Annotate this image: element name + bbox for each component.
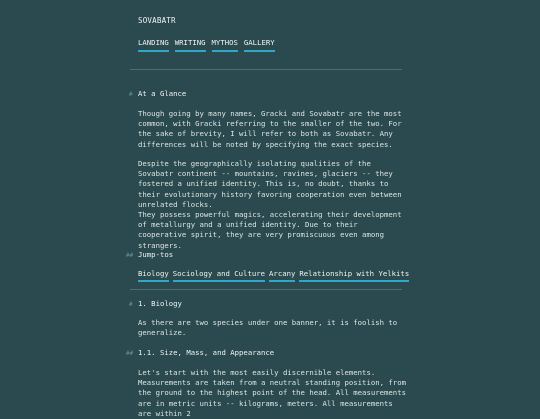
heading-anchor-marker: # [129, 301, 133, 308]
paragraph: As there are two species under one banner, it is foolish to generalize. [138, 318, 398, 338]
nav-gallery[interactable]: GALLERY [244, 38, 275, 52]
paragraph: Despite the geographically isolating qualities of the Sovabatr continent -- mountains, ravines, glaciers -- they fostered a unified identity. This is, no doubt, thanks to their evolutionary history favoring cooperation even between unrelated flocks. [138, 159, 402, 209]
jump-link-sociology[interactable]: Sociology and Culture [173, 269, 265, 282]
section-heading-size-mass-appearance: 1.1. Size, Mass, and Appearance [138, 348, 275, 357]
nav-landing[interactable]: LANDING [138, 38, 169, 52]
nav-writing[interactable]: WRITING [175, 38, 206, 52]
section-heading-at-a-glance: At a Glance [138, 89, 187, 98]
jump-link-yelkits[interactable]: Relationship with Yelkits [299, 269, 409, 282]
paragraph: They possess powerful magics, accelerating their development of metallurgy and a unified identity. Due to their cooperative spirit, they are very promiscuous even among strangers. [138, 210, 402, 250]
heading-anchor-marker: ## [126, 252, 134, 259]
divider [130, 69, 402, 70]
heading-anchor-marker: # [129, 91, 133, 98]
paragraph: Though going by many names, Gracki and Sovabatr are the most common, with Gracki referring to the smaller of the two. For the sake of brevity, I will refer to both as Sovabatr. Any differences will be noted by specifying the exact species. [138, 109, 402, 149]
nav-mythos[interactable]: MYTHOS [212, 38, 238, 52]
divider [130, 289, 402, 290]
section-heading-biology: 1. Biology [138, 299, 182, 308]
jump-link-biology[interactable]: Biology [138, 269, 169, 282]
paragraph: Let's start with the most easily discernible elements. Measurements are taken from a neutral standing position, from the ground to the highest point of the head. All measurements are in metric units -- kilograms, meters. All measurements are within 2 [138, 368, 406, 418]
site-title[interactable]: SOVABATR [138, 16, 176, 25]
main-nav [138, 38, 275, 52]
jump-link-arcany[interactable]: Arcany [269, 269, 295, 282]
heading-anchor-marker: ## [126, 350, 134, 357]
section-heading-jump-tos: Jump-tos [138, 250, 174, 259]
jump-links [138, 269, 409, 282]
